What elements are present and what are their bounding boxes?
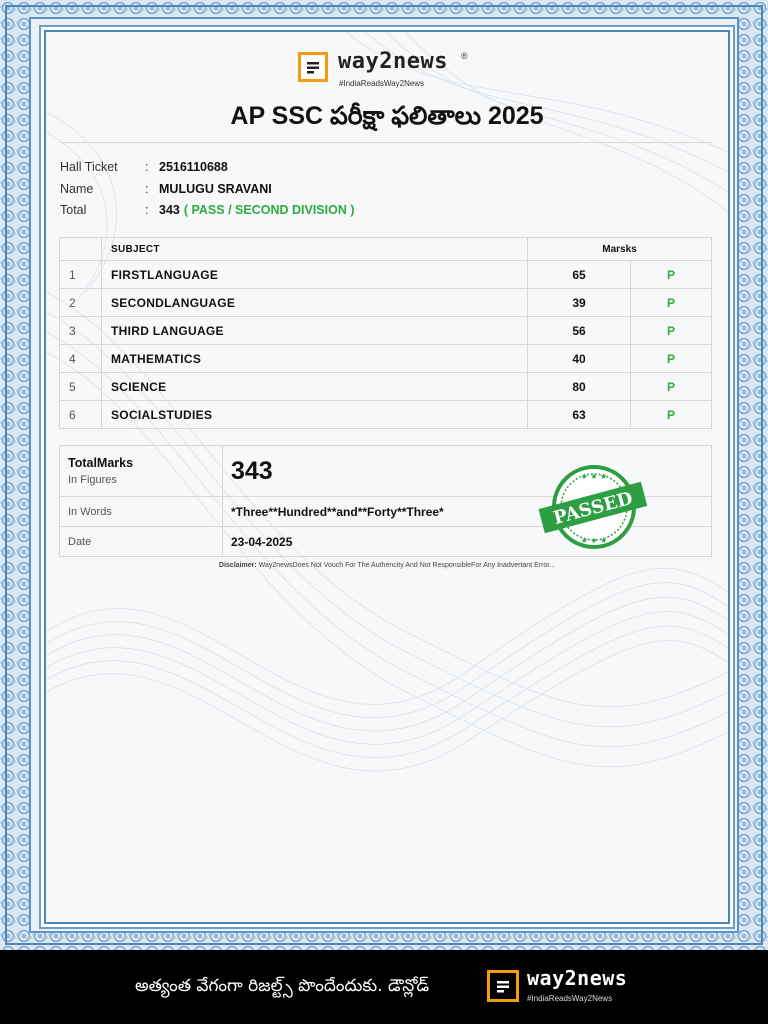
- header-subject: SUBJECT: [102, 238, 528, 261]
- subject-name: MATHEMATICS: [102, 345, 528, 373]
- svg-text:PASSED: PASSED: [551, 487, 636, 530]
- subject-grade: P: [631, 261, 712, 289]
- subject-grade: P: [631, 289, 712, 317]
- total-label: Total: [60, 203, 87, 217]
- subject-marks: 80: [528, 373, 631, 401]
- subject-marks: 40: [528, 345, 631, 373]
- subject-grade: P: [631, 373, 712, 401]
- registered-mark: ®: [461, 51, 468, 61]
- footer-way2news-logo: [487, 966, 637, 1006]
- page-title: AP SSC పరీక్షా ఫలితాలు 2025: [230, 102, 544, 130]
- colon: :: [145, 203, 149, 217]
- total-value-group: [159, 203, 354, 217]
- logo-mark-icon: [298, 52, 328, 82]
- table-row: [60, 373, 712, 401]
- way2news-logo: [298, 49, 488, 92]
- disclaimer: [46, 562, 728, 569]
- row-number: 4: [60, 345, 102, 373]
- subject-name: FIRSTLANGUAGE: [102, 261, 528, 289]
- row-number: 5: [60, 373, 102, 401]
- table-header-row: [60, 238, 712, 261]
- subjects-table: [59, 237, 712, 429]
- logo-mark-icon: [487, 970, 519, 1002]
- disclaimer-text: Way2newsDoes Not Vouch For The Authencity And Not ResponsibleFor Any Inadvertant Error...: [256, 562, 556, 569]
- subject-marks: 39: [528, 289, 631, 317]
- subject-marks: 63: [528, 401, 631, 429]
- subject-name: SECONDLANGUAGE: [102, 289, 528, 317]
- brand-tagline: #IndiaReadsWay2News: [527, 994, 613, 1003]
- colon: :: [145, 182, 149, 196]
- subject-marks: 56: [528, 317, 631, 345]
- subject-grade: P: [631, 401, 712, 429]
- title-divider: [60, 142, 712, 143]
- download-promo-text: అత్యంత వేగంగా రిజల్ట్స్ పొందేందుకు. డౌన్లోడ్: [135, 976, 430, 996]
- row-number: 6: [60, 401, 102, 429]
- certificate-panel: [44, 30, 730, 924]
- total-marks-label: TotalMarks: [68, 456, 134, 470]
- brand-tagline: #IndiaReadsWay2News: [339, 79, 425, 88]
- in-words-label: In Words: [60, 497, 223, 527]
- brand-name: way2news: [527, 966, 628, 990]
- subject-name: SOCIALSTUDIES: [102, 401, 528, 429]
- header-marks: Marsks: [528, 238, 712, 261]
- in-figures-value: 343: [223, 446, 712, 497]
- in-words-value: *Three**Hundred**and**Forty**Three*: [223, 497, 712, 527]
- total-marks-cell: [60, 446, 223, 497]
- hall-ticket-value: 2516110688: [159, 160, 228, 174]
- brand-name: way2news: [338, 49, 448, 74]
- subject-name: SCIENCE: [102, 373, 528, 401]
- subject-name: THIRD LANGUAGE: [102, 317, 528, 345]
- table-row: [60, 401, 712, 429]
- hall-ticket-label: Hall Ticket: [60, 160, 118, 174]
- row-number: 2: [60, 289, 102, 317]
- name-label: Name: [60, 182, 94, 196]
- download-banner[interactable]: [0, 950, 768, 1024]
- result-status: ( PASS / SECOND DIVISION ): [183, 203, 355, 217]
- table-row: [60, 261, 712, 289]
- date-value: 23-04-2025: [223, 527, 712, 557]
- in-figures-label: In Figures: [68, 474, 117, 486]
- svg-text:★ ★ ★: ★ ★ ★: [580, 536, 608, 545]
- row-number: 3: [60, 317, 102, 345]
- row-number: 1: [60, 261, 102, 289]
- subject-grade: P: [631, 317, 712, 345]
- table-row: [60, 317, 712, 345]
- subject-grade: P: [631, 345, 712, 373]
- table-row: [60, 345, 712, 373]
- header-no: [60, 238, 102, 261]
- passed-stamp-icon: [538, 462, 648, 552]
- subject-marks: 65: [528, 261, 631, 289]
- student-name-value: MULUGU SRAVANI: [159, 182, 272, 196]
- svg-text:★ ★ ★: ★ ★ ★: [580, 472, 608, 481]
- date-label: Date: [60, 527, 223, 557]
- disclaimer-label: Disclaimer:: [218, 562, 257, 569]
- total-value: 343: [159, 203, 180, 217]
- colon: :: [145, 160, 149, 174]
- table-row: [60, 289, 712, 317]
